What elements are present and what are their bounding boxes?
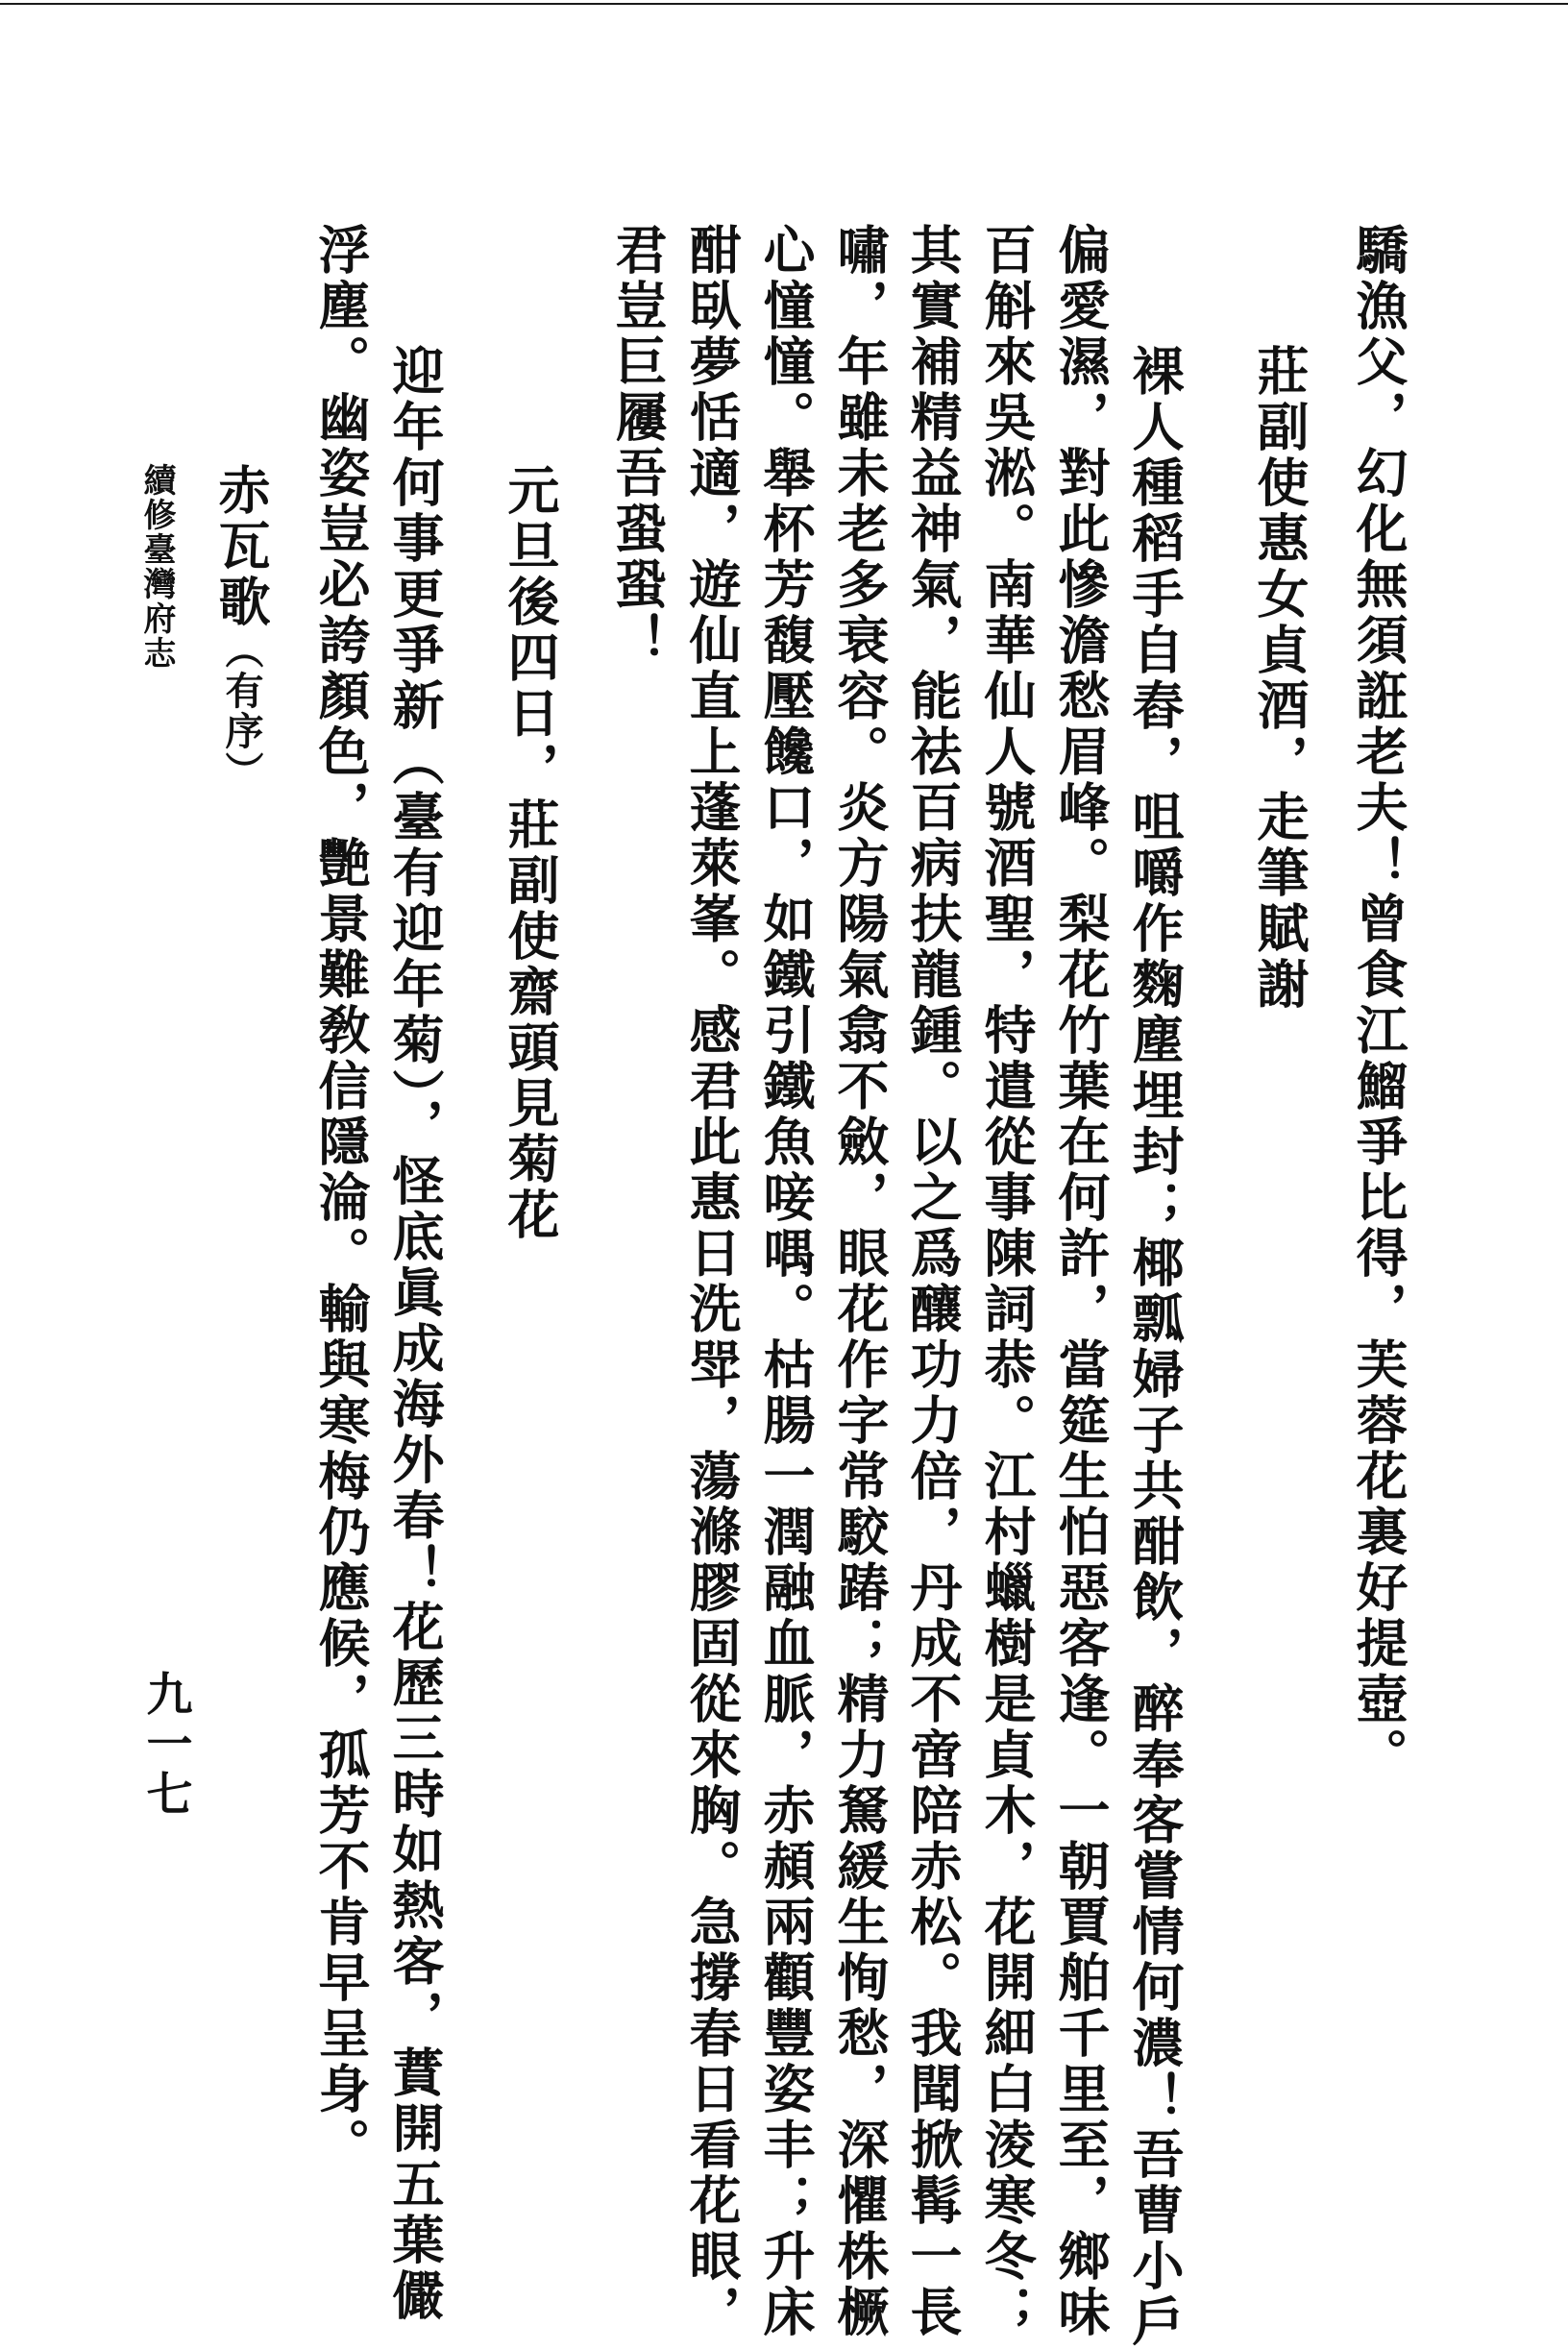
text-column-1: 驕漁父，幻化無須誑老夫！曾食江鰡爭比得，芙蓉花裏好提壺。 [1348,223,1409,1783]
text-column-3: 裸人種稻手自舂，咀嚼作麴塵埋封；椰瓢婦子共酣飲，醉奉客嘗情何濃！吾曹小戶 [1124,344,1186,2350]
poem-title-red-tile-text: 赤瓦歌 [210,463,272,630]
text-column-9: 酣臥夢恬適，遊仙直上蓬萊峯。感君此惠日洗斝，蕩滌膠固從來胸。急撐春日看花眼， [681,223,743,2340]
text-column-7: 嘯，年雖未老多衰容。炎方陽氣翕不斂，眼花作字常駮踳；精力駑緩生恂愁，深懼株橛 [829,223,891,2340]
preface-note: （有序） [219,630,264,792]
text-column-6: 其實補精益神氣，能祛百病扶龍鍾。以之爲釀功力倍，丹成不啻陪赤松。我聞掀髯一長 [902,223,964,2340]
text-column-4: 偏愛濕，對此慘澹愁眉峰。梨花竹葉在何許，當筵生怕惡客逢。一朝賈舶千里至，鄉味 [1050,223,1112,2340]
page-number: 九一七 [138,1670,192,1820]
text-column-10: 君豈巨屨吾蛩蛩！ [607,223,669,669]
text-column-5: 百斛來吳淞。南華仙人號酒聖，特遣從事陳詞恭。江村蠟樹是貞木，花開細白淩寒冬； [976,223,1038,2340]
text-column-13: 浮塵。幽姿豈必誇顏色，艷景難敎信隱淪。輸與寒梅仍應候，孤芳不肯早呈身。 [310,223,372,2173]
text-column-8: 心憧憧。舉杯芳馥壓饞口，如鐵引鐵魚唼喁。枯腸一潤融血脈，赤頳兩顴豐姿丰；升床 [755,223,817,2340]
book-title-folio: 續修臺灣府志 [137,463,176,671]
poem-title-red-tile [208,463,275,792]
top-border-line [0,3,1568,5]
poem-title-zhuang-wine: 莊副使惠女貞酒，走筆賦謝 [1249,344,1311,1013]
text-column-12: 迎年何事更爭新（臺有迎年菊），怪底眞成海外春！花歷三時如熱客，蕡開五葉儼 [384,344,446,2324]
poem-title-chrysanthemum: 元旦後四日，莊副使齋頭見菊花 [500,463,561,1243]
